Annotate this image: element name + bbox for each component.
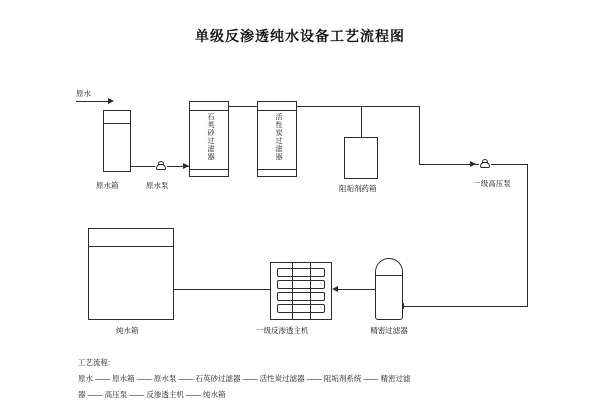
flow-line-1: 原水 —— 原水箱 —— 原水泵 —— 石英砂过滤器 —— 活性炭过滤器 —— 阻垢剂系统 —— 精密过滤 <box>78 374 411 383</box>
inlet-arrow-icon <box>108 98 114 104</box>
pure-water-tank-label: 纯水箱 <box>116 326 139 335</box>
ro-divider-left <box>292 262 293 320</box>
ro-membrane-module <box>277 268 325 277</box>
raw-tank-to-pump-line <box>131 166 155 167</box>
quartz-sand-filter-label: 石英砂过滤器 <box>207 113 214 161</box>
quartz-sand-filter-bottom-band <box>189 169 229 170</box>
highpressure-outlet-line <box>491 164 527 165</box>
highpressure-inlet-arrow-icon <box>470 161 476 167</box>
carbon-filter-bottom-band <box>257 169 297 170</box>
precision-filter-band <box>375 275 403 276</box>
raw-water-tank-label: 原水箱 <box>96 181 119 190</box>
high-pressure-pump <box>479 159 491 168</box>
raw-water-pump-body <box>156 164 166 170</box>
ro-membrane-module <box>277 292 325 301</box>
rail-down-to-highpressure <box>419 106 420 164</box>
high-pressure-pump-body <box>480 162 490 168</box>
inlet-line <box>76 101 110 102</box>
right-rail-vertical <box>527 164 528 306</box>
ro-divider-right <box>310 262 311 320</box>
inlet-label: 原水 <box>76 89 91 98</box>
page-title: 单级反渗透纯水设备工艺流程图 <box>195 28 405 44</box>
precision-filter <box>375 258 403 320</box>
dosing-tank-riser <box>361 106 362 137</box>
carbon-to-rail-line <box>297 106 419 107</box>
precision-to-ro-line <box>338 289 375 290</box>
carbon-filter-top-band <box>257 110 297 111</box>
ro-main-machine-label: 一级反渗透主机 <box>256 326 309 335</box>
high-pressure-pump-label: 一级高压泵 <box>473 179 511 188</box>
flow-heading: 工艺流程: <box>78 358 111 367</box>
raw-water-tank-level <box>103 123 131 124</box>
pure-water-tank <box>88 228 174 320</box>
sand-to-carbon-line <box>229 106 257 107</box>
precision-filter-label: 精密过滤器 <box>370 326 408 335</box>
raw-water-pump <box>155 161 167 170</box>
flow-line-2: 器 —— 高压泵 —— 反渗透主机 —— 纯水箱 <box>78 390 226 399</box>
raw-water-tank <box>103 110 131 172</box>
right-rail-to-precision-line <box>404 306 528 307</box>
pure-water-tank-level <box>88 246 174 247</box>
ro-to-pure-tank-line <box>174 289 270 290</box>
scale-inhibitor-tank-label: 阻垢剂药箱 <box>339 184 377 193</box>
ro-inlet-arrow-icon <box>332 286 338 292</box>
quartz-sand-filter-top-band <box>189 110 229 111</box>
ro-membrane-module <box>277 280 325 289</box>
ro-membrane-module <box>277 304 325 313</box>
activated-carbon-filter-label: 活性炭过滤器 <box>275 113 282 161</box>
scale-inhibitor-tank <box>344 137 378 179</box>
raw-water-pump-label: 原水泵 <box>146 181 169 190</box>
